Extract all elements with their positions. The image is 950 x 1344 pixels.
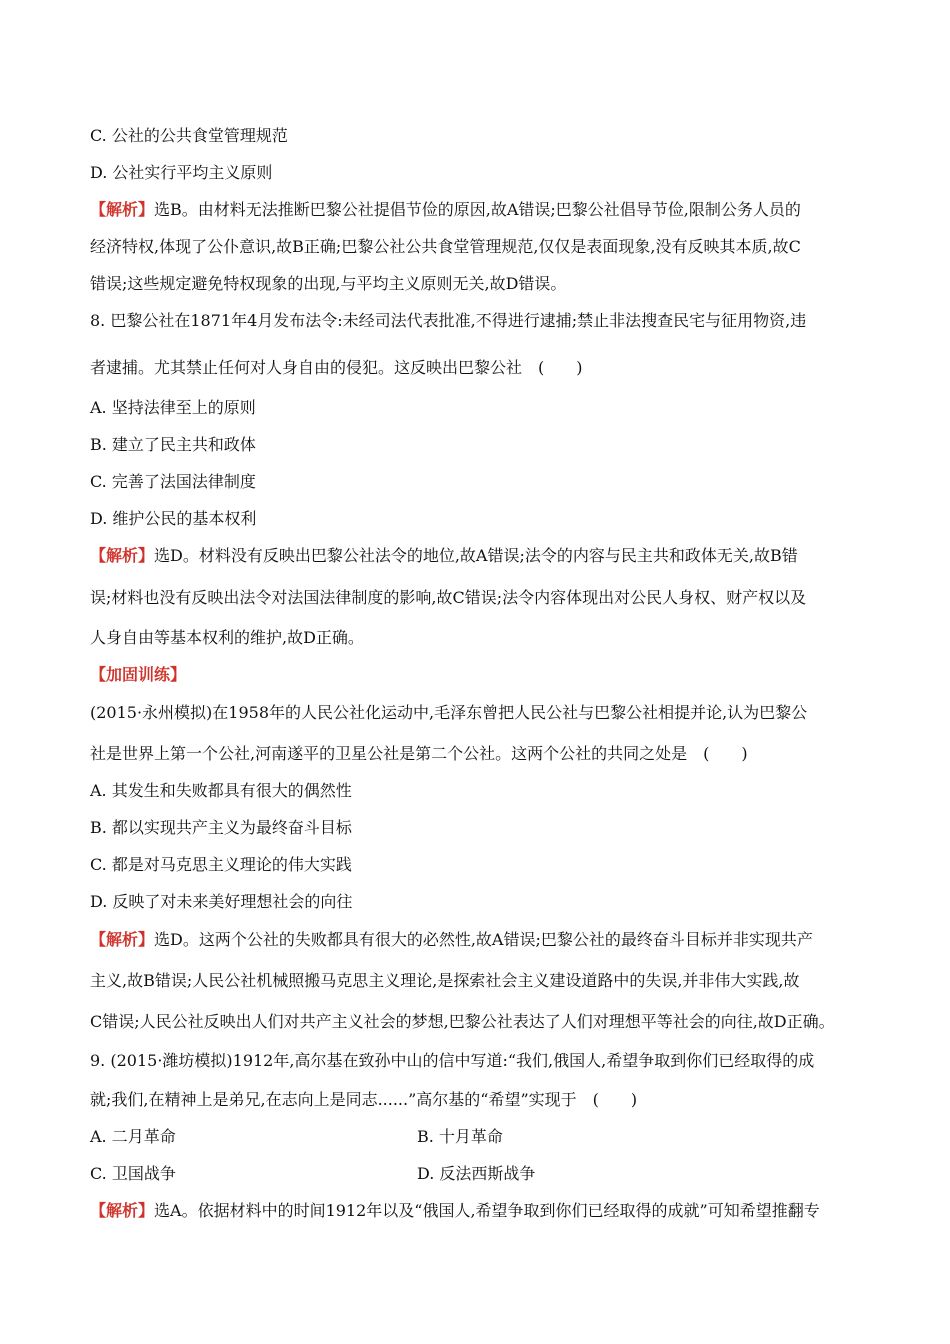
analysis-tag: 【解析】 (90, 546, 155, 565)
q7-analysis-line-1 (90, 200, 865, 220)
analysis-tag: 【解析】 (90, 200, 155, 219)
extra-stem-line-1: (2015·永州模拟)在1958年的人民公社化运动中,毛泽东曾把人民公社与巴黎公社相提并论,认为巴黎公 (90, 703, 808, 722)
q7-analysis-line-3: 错误;这些规定避免特权现象的出现,与平均主义原则无关,故D错误。 (90, 274, 567, 293)
q8-stem-line-1: 8. 巴黎公社在1871年4月发布法令:未经司法代表批准,不得进行逮捕;禁止非法搜查民宅与征用物资,违 (90, 311, 807, 330)
q9-option-a: A. 二月革命 (90, 1127, 176, 1146)
extra-option-c: C. 都是对马克思主义理论的伟大实践 (90, 855, 352, 874)
analysis-text: 选B。由材料无法推断巴黎公社提倡节俭的原因,故A错误;巴黎公社倡导节俭,限制公务人员的 (154, 200, 801, 219)
extra-option-a: A. 其发生和失败都具有很大的偶然性 (90, 781, 352, 800)
extra-analysis-line-3: C错误;人民公社反映出人们对共产主义社会的梦想,巴黎公社表达了人们对理想平等社会的向往,故D正确。 (90, 1012, 835, 1031)
q7-analysis-line-2: 经济特权,体现了公仆意识,故B正确;巴黎公社公共食堂管理规范,仅仅是表面现象,没有反映其本质,故C (90, 237, 801, 256)
analysis-text: 选D。材料没有反映出巴黎公社法令的地位,故A错误;法令的内容与民主共和政体无关,故B错 (154, 546, 798, 565)
q7-option-d: D. 公社实行平均主义原则 (90, 163, 273, 182)
q8-option-c: C. 完善了法国法律制度 (90, 472, 256, 491)
extra-option-d: D. 反映了对未来美好理想社会的向往 (90, 892, 353, 911)
q8-analysis-line-3: 人身自由等基本权利的维护,故D正确。 (90, 628, 364, 647)
q9-stem-line-1: 9. (2015·潍坊模拟)1912年,高尔基在致孙中山的信中写道:“我们,俄国人,希望争取到你们已经取得的成 (90, 1051, 815, 1070)
q9-analysis-line-1 (90, 1201, 865, 1221)
analysis-text: 选D。这两个公社的失败都具有很大的必然性,故A错误;巴黎公社的最终奋斗目标并非实现共产 (154, 930, 813, 949)
q8-analysis-line-1 (90, 546, 865, 566)
analysis-text: 选A。依据材料中的时间1912年以及“俄国人,希望争取到你们已经取得的成就”可知希望推翻专 (154, 1201, 820, 1220)
analysis-tag: 【解析】 (90, 930, 155, 949)
q7-option-c: C. 公社的公共食堂管理规范 (90, 126, 288, 145)
q8-option-d: D. 维护公民的基本权利 (90, 509, 257, 528)
extra-stem-line-2: 社是世界上第一个公社,河南遂平的卫星公社是第二个公社。这两个公社的共同之处是 ( ) (90, 744, 748, 763)
q9-options-row-1 (90, 1127, 865, 1147)
q9-option-d: D. 反法西斯战争 (417, 1164, 536, 1183)
q8-stem-line-2: 者逮捕。尤其禁止任何对人身自由的侵犯。这反映出巴黎公社 ( ) (90, 358, 583, 377)
extra-analysis-line-2: 主义,故B错误;人民公社机械照搬马克思主义理论,是探索社会主义建设道路中的失误,并非伟大实践,故 (90, 971, 800, 990)
q9-option-c: C. 卫国战争 (90, 1164, 176, 1183)
q8-option-a: A. 坚持法律至上的原则 (90, 398, 256, 417)
extra-practice-heading: 【加固训练】 (90, 665, 187, 684)
q9-stem-line-2: 就;我们,在精神上是弟兄,在志向上是同志......”高尔基的“希望”实现于 ( ) (90, 1090, 638, 1109)
q8-option-b: B. 建立了民主共和政体 (90, 435, 256, 454)
analysis-tag: 【解析】 (90, 1201, 155, 1220)
q9-options-row-2 (90, 1164, 865, 1184)
extra-analysis-line-1 (90, 930, 865, 950)
extra-option-b: B. 都以实现共产主义为最终奋斗目标 (90, 818, 352, 837)
q8-analysis-line-2: 误;材料也没有反映出法令对法国法律制度的影响,故C错误;法令内容体现出对公民人身权、财产权以及 (90, 588, 807, 607)
q9-option-b: B. 十月革命 (417, 1127, 503, 1146)
